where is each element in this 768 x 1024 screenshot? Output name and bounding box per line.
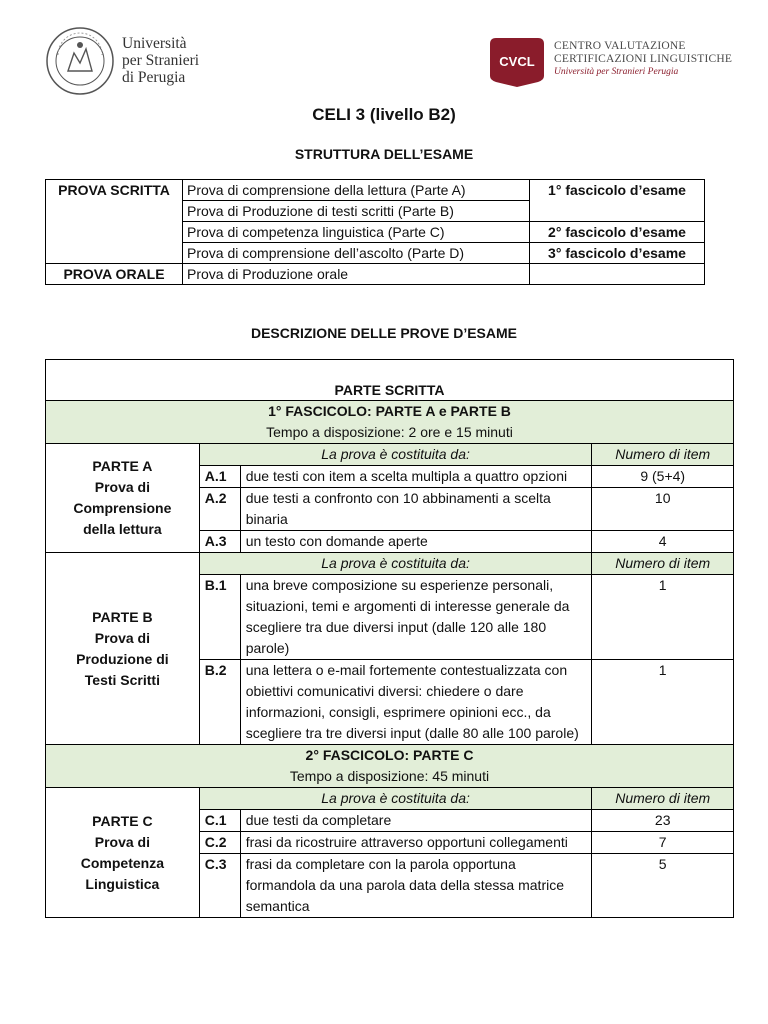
structure-row: Prova di Produzione di testi scritti (Parte B)	[183, 201, 530, 222]
item-code: C.2	[199, 832, 240, 854]
item-code: A.3	[199, 531, 240, 553]
university-name-line: Università	[122, 35, 187, 52]
item-count: 7	[592, 832, 734, 854]
booklet-label: 1° fascicolo d’esame	[530, 180, 705, 222]
booklet2-title: 2° FASCICOLO: PARTE C	[305, 747, 474, 763]
booklet-label: 2° fascicolo d’esame	[530, 222, 705, 243]
booklet2-time: Tempo a disposizione: 45 minuti	[289, 768, 490, 784]
structure-row: Prova di Produzione orale	[183, 264, 530, 285]
part-label-line: Prova di	[94, 833, 150, 850]
booklet1-header	[46, 401, 734, 444]
part-label-line: Produzione di	[76, 650, 169, 667]
item-code: C.1	[199, 810, 240, 832]
item-text: una breve composizione su esperienze personali, situazioni, temi e argomenti di interesse generale da scegliere tra due diversi input (dalle 120 alle 180 parole)	[240, 575, 592, 660]
university-seal-icon	[44, 25, 116, 97]
item-count: 23	[592, 810, 734, 832]
part-label-line: Prova di	[94, 629, 150, 646]
part-label-line: PARTE B	[92, 608, 153, 625]
item-code: B.2	[199, 660, 240, 745]
part-c-label	[46, 788, 200, 918]
part-label-line: Comprensione	[73, 500, 172, 516]
item-text: una lettera o e-mail fortemente contestualizzata con obiettivi comunicativi diversi: chiedere o dare informazioni, consigli, esprimere opinioni ecc., da scegliere tra tre diversi input (dalle 80 alle 100 parole)	[240, 660, 592, 745]
booklet1-title: 1° FASCICOLO: PARTE A e PARTE B	[268, 403, 511, 419]
cvcl-logo	[488, 36, 748, 92]
part-label-line: Linguistica	[85, 875, 160, 892]
part-b-label	[46, 553, 200, 745]
description-table	[45, 359, 734, 918]
item-count: 1	[592, 660, 734, 745]
item-text: due testi a confronto con 10 abbinamenti a scelta binaria	[240, 488, 592, 531]
structure-row: Prova di comprensione dell’ascolto (Parte D)	[183, 243, 530, 264]
cvcl-badge-icon	[488, 36, 546, 88]
item-code: A.1	[199, 466, 240, 488]
cvcl-name	[554, 40, 732, 79]
item-code: B.1	[199, 575, 240, 660]
structure-heading: STRUTTURA DELL’ESAME	[294, 146, 474, 162]
booklet-label: 3° fascicolo d’esame	[530, 243, 705, 264]
university-logo	[44, 25, 224, 95]
item-text: frasi da completare con la parola opportuna formandola da una parola data della stessa matrice semantica	[240, 854, 592, 918]
item-count: 10	[592, 488, 734, 531]
written-exam-label: PROVA SCRITTA	[46, 180, 183, 264]
part-a-label	[46, 444, 200, 553]
item-count: 5	[592, 854, 734, 918]
part-label-line: Testi Scritti	[84, 671, 160, 688]
item-code: C.3	[199, 854, 240, 918]
item-count-header: Numero di item	[592, 553, 734, 575]
booklet2-header	[46, 745, 734, 788]
university-name-line: per Stranieri	[122, 52, 200, 69]
structure-row: Prova di comprensione della lettura (Parte A)	[183, 180, 530, 201]
item-count-header: Numero di item	[592, 788, 734, 810]
part-label-line: PARTE C	[92, 812, 153, 829]
cvcl-name-line: CERTIFICAZIONI LINGUISTICHE	[554, 53, 733, 65]
cvcl-name-line: CENTRO VALUTAZIONE	[554, 40, 686, 52]
written-part-title: PARTE SCRITTA	[46, 360, 734, 401]
description-heading: DESCRIZIONE DELLE PROVE D’ESAME	[250, 325, 518, 341]
cvcl-badge-text: CVCL	[499, 54, 535, 69]
consists-of-header: La prova è costituita da:	[199, 553, 592, 575]
consists-of-header: La prova è costituita da:	[199, 444, 592, 466]
structure-table	[45, 179, 705, 285]
part-label-line: della lettura	[83, 521, 162, 537]
university-name-line: di Perugia	[122, 69, 186, 86]
item-count: 1	[592, 575, 734, 660]
item-code: A.2	[199, 488, 240, 531]
structure-row: Prova di competenza linguistica (Parte C)	[183, 222, 530, 243]
booklet1-time: Tempo a disposizione: 2 ore e 15 minuti	[266, 424, 513, 440]
item-count: 9 (5+4)	[592, 466, 734, 488]
part-label-line: Competenza	[80, 854, 164, 871]
item-text: un testo con domande aperte	[240, 531, 592, 553]
part-label-line: PARTE A	[92, 458, 153, 474]
cvcl-subtitle: Università per Stranieri Perugia	[554, 67, 679, 77]
item-text: due testi da completare	[240, 810, 592, 832]
item-text: due testi con item a scelta multipla a quattro opzioni	[240, 466, 592, 488]
item-count: 4	[592, 531, 734, 553]
university-name	[122, 35, 199, 86]
empty-cell	[530, 264, 705, 285]
document-title: CELI 3 (livello B2)	[312, 105, 456, 124]
part-label-line: Prova di	[94, 479, 150, 495]
item-text: frasi da ricostruire attraverso opportuni collegamenti	[240, 832, 592, 854]
oral-exam-label: PROVA ORALE	[46, 264, 183, 285]
item-count-header: Numero di item	[592, 444, 734, 466]
consists-of-header: La prova è costituita da:	[199, 788, 592, 810]
